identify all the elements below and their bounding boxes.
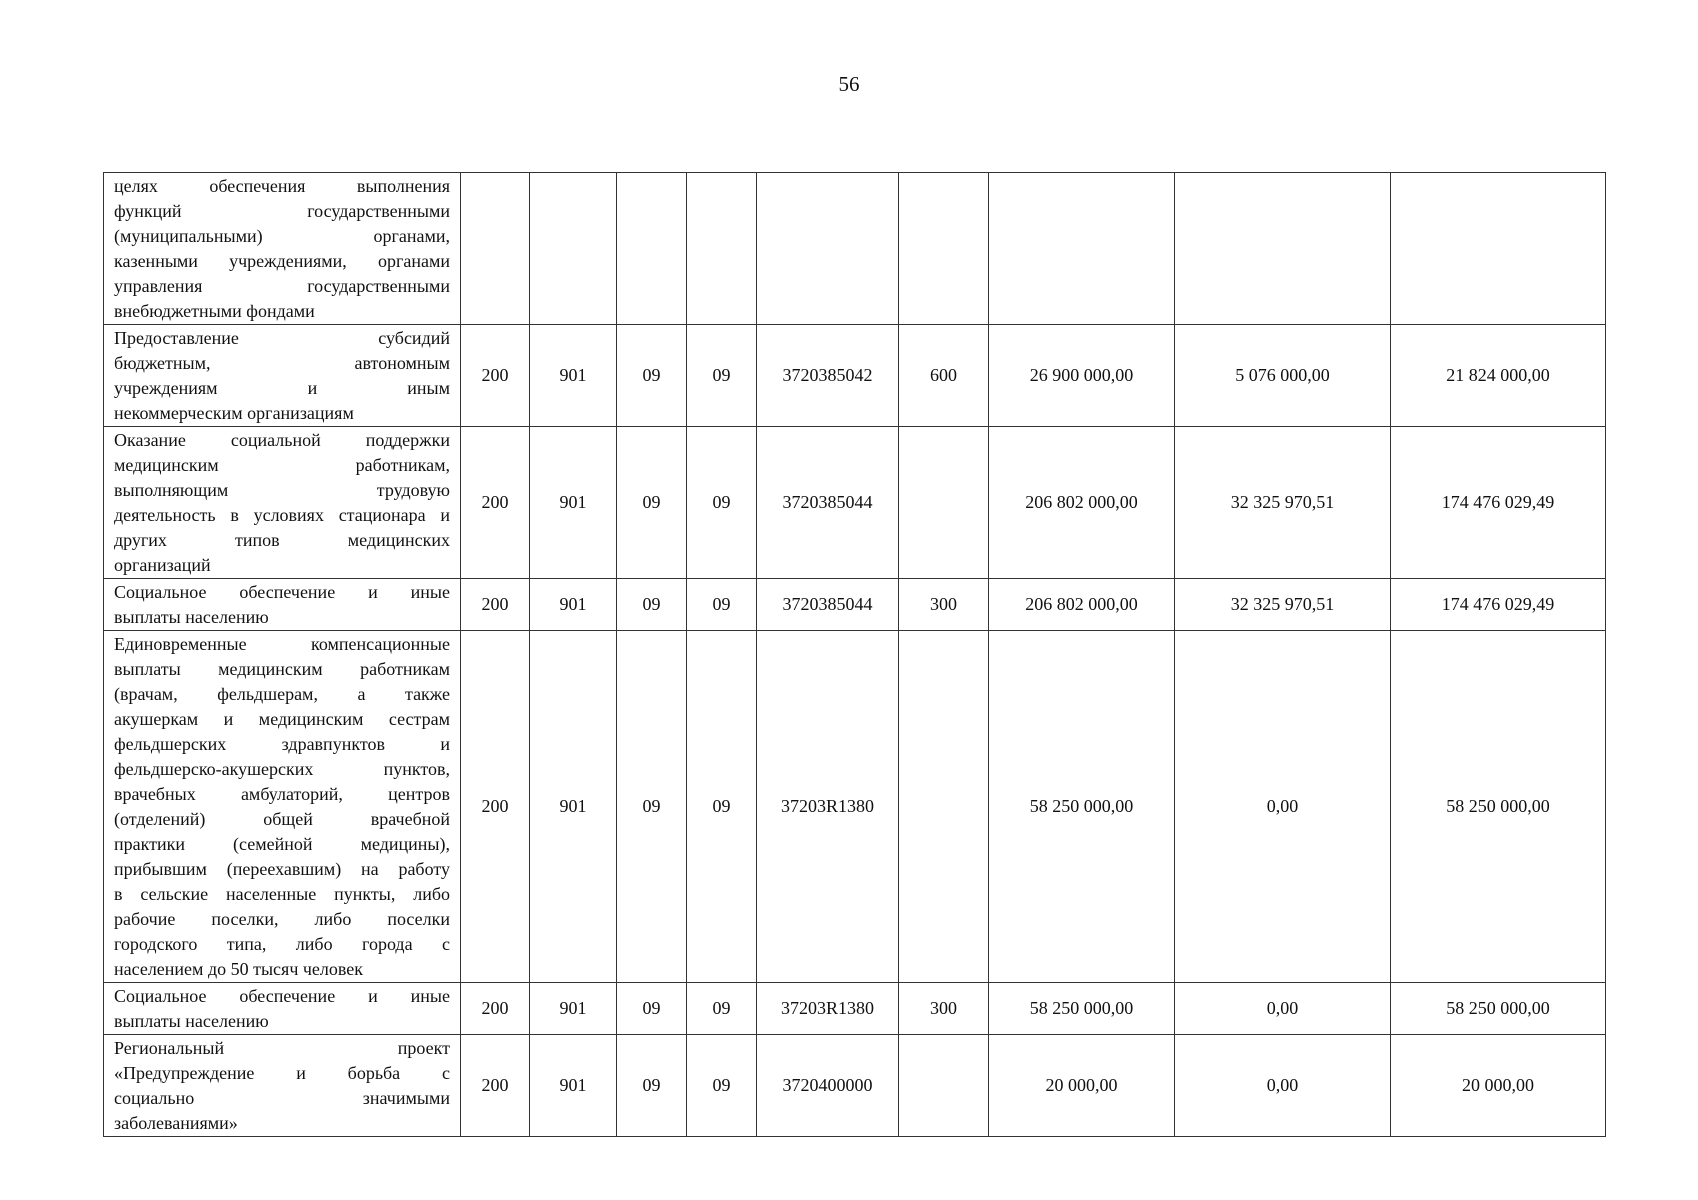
admin-code-cell: 901 <box>530 427 617 579</box>
subsection-cell: 09 <box>687 427 757 579</box>
section-cell: 09 <box>617 983 687 1035</box>
amount-cell: 20 000,00 <box>989 1035 1175 1137</box>
description-line: (муниципальными) органами, <box>114 226 450 246</box>
subsection-cell: 09 <box>687 579 757 631</box>
description-line: учреждениям и иным <box>114 378 450 398</box>
amount-cell: 58 250 000,00 <box>989 631 1175 983</box>
change-cell: 5 076 000,00 <box>1175 325 1391 427</box>
description-line: в сельские населенные пункты, либо <box>114 884 450 904</box>
description-line: врачебных амбулаторий, центров <box>114 784 450 804</box>
section-cell: 09 <box>617 325 687 427</box>
description-line: фельдшерско-акушерских пунктов, <box>114 759 450 779</box>
admin-code-cell <box>530 173 617 325</box>
row-description <box>104 173 461 325</box>
subsection-cell: 09 <box>687 1035 757 1137</box>
description-line: выплаты населению <box>114 1011 269 1031</box>
row-description <box>104 325 461 427</box>
amount-cell: 26 900 000,00 <box>989 325 1175 427</box>
description-line: функций государственными <box>114 201 450 221</box>
total-cell: 174 476 029,49 <box>1391 579 1606 631</box>
row-description <box>104 579 461 631</box>
amount-cell: 206 802 000,00 <box>989 427 1175 579</box>
description-line: (врачам, фельдшерам, а также <box>114 684 450 704</box>
description-line: медицинским работникам, <box>114 455 450 475</box>
code-cell <box>461 173 530 325</box>
description-line: Оказание социальной поддержки <box>114 430 450 450</box>
section-cell: 09 <box>617 579 687 631</box>
subsection-cell: 09 <box>687 983 757 1035</box>
table-row <box>104 579 1606 631</box>
code-cell: 200 <box>461 325 530 427</box>
expense-type-cell: 600 <box>899 325 989 427</box>
table-row <box>104 631 1606 983</box>
total-cell: 21 824 000,00 <box>1391 325 1606 427</box>
table-row <box>104 1035 1606 1137</box>
amount-cell: 58 250 000,00 <box>989 983 1175 1035</box>
description-line: Предоставление субсидий <box>114 328 450 348</box>
total-cell: 174 476 029,49 <box>1391 427 1606 579</box>
description-line: заболеваниями» <box>114 1113 238 1133</box>
code-cell: 200 <box>461 427 530 579</box>
code-cell: 200 <box>461 983 530 1035</box>
description-line: (отделений) общей врачебной <box>114 809 450 829</box>
row-description <box>104 631 461 983</box>
description-line: деятельность в условиях стационара и <box>114 505 450 525</box>
code-cell: 200 <box>461 1035 530 1137</box>
table-row <box>104 983 1606 1035</box>
admin-code-cell: 901 <box>530 983 617 1035</box>
description-line: целях обеспечения выполнения <box>114 176 450 196</box>
section-cell: 09 <box>617 427 687 579</box>
total-cell: 20 000,00 <box>1391 1035 1606 1137</box>
description-line: выплаты населению <box>114 607 269 627</box>
description-line: населением до 50 тысяч человек <box>114 959 364 979</box>
description-line: внебюджетными фондами <box>114 301 315 321</box>
change-cell <box>1175 173 1391 325</box>
expense-type-cell <box>899 1035 989 1137</box>
admin-code-cell: 901 <box>530 325 617 427</box>
description-line: Единовременные компенсационные <box>114 634 450 654</box>
target-article-cell: 37203R1380 <box>757 631 899 983</box>
subsection-cell: 09 <box>687 325 757 427</box>
total-cell <box>1391 173 1606 325</box>
expense-type-cell <box>899 427 989 579</box>
page-number: 56 <box>838 72 860 96</box>
expense-type-cell <box>899 631 989 983</box>
code-cell: 200 <box>461 579 530 631</box>
subsection-cell: 09 <box>687 631 757 983</box>
description-line: прибывшим (переехавшим) на работу <box>114 859 450 879</box>
description-line: других типов медицинских <box>114 530 450 550</box>
description-line: выполняющим трудовую <box>114 480 450 500</box>
description-line: управления государственными <box>114 276 450 296</box>
description-line: городского типа, либо города с <box>114 934 450 954</box>
description-line: фельдшерских здравпунктов и <box>114 734 450 754</box>
change-cell: 0,00 <box>1175 631 1391 983</box>
row-description <box>104 983 461 1035</box>
description-line: «Предупреждение и борьба с <box>114 1063 450 1083</box>
total-cell: 58 250 000,00 <box>1391 631 1606 983</box>
target-article-cell: 3720400000 <box>757 1035 899 1137</box>
target-article-cell <box>757 173 899 325</box>
admin-code-cell: 901 <box>530 579 617 631</box>
total-cell: 58 250 000,00 <box>1391 983 1606 1035</box>
section-cell: 09 <box>617 631 687 983</box>
description-line: акушеркам и медицинским сестрам <box>114 709 450 729</box>
target-article-cell: 37203R1380 <box>757 983 899 1035</box>
budget-table <box>103 172 1606 1137</box>
expense-type-cell: 300 <box>899 579 989 631</box>
description-line: организаций <box>114 555 211 575</box>
expense-type-cell: 300 <box>899 983 989 1035</box>
target-article-cell: 3720385044 <box>757 427 899 579</box>
target-article-cell: 3720385042 <box>757 325 899 427</box>
subsection-cell <box>687 173 757 325</box>
description-line: казенными учреждениями, органами <box>114 251 450 271</box>
change-cell: 32 325 970,51 <box>1175 579 1391 631</box>
admin-code-cell: 901 <box>530 1035 617 1137</box>
table-row <box>104 325 1606 427</box>
description-line: социально значимыми <box>114 1088 450 1108</box>
table-row <box>104 173 1606 325</box>
description-line: Социальное обеспечение и иные <box>114 986 450 1006</box>
description-line: некоммерческим организациям <box>114 403 354 423</box>
amount-cell <box>989 173 1175 325</box>
change-cell: 0,00 <box>1175 983 1391 1035</box>
admin-code-cell: 901 <box>530 631 617 983</box>
description-line: Социальное обеспечение и иные <box>114 582 450 602</box>
description-line: рабочие поселки, либо поселки <box>114 909 450 929</box>
table-body <box>104 173 1606 1137</box>
section-cell <box>617 173 687 325</box>
change-cell: 32 325 970,51 <box>1175 427 1391 579</box>
description-line: практики (семейной медицины), <box>114 834 450 854</box>
expense-type-cell <box>899 173 989 325</box>
amount-cell: 206 802 000,00 <box>989 579 1175 631</box>
change-cell: 0,00 <box>1175 1035 1391 1137</box>
table-row <box>104 427 1606 579</box>
target-article-cell: 3720385044 <box>757 579 899 631</box>
code-cell: 200 <box>461 631 530 983</box>
description-line: бюджетным, автономным <box>114 353 450 373</box>
section-cell: 09 <box>617 1035 687 1137</box>
row-description <box>104 427 461 579</box>
description-line: выплаты медицинским работникам <box>114 659 450 679</box>
row-description <box>104 1035 461 1137</box>
description-line: Региональный проект <box>114 1038 450 1058</box>
